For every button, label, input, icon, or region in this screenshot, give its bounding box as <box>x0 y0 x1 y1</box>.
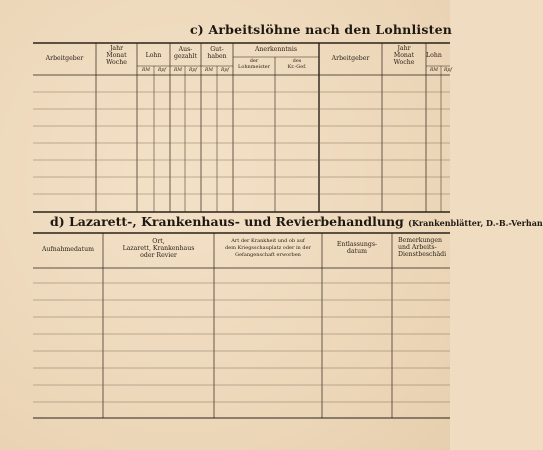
col-ausgezahlt: Aus- gezahlt <box>173 46 198 61</box>
section-c-title: c) Arbeitslöhne nach den Lohnlisten <box>190 22 453 37</box>
col-bemerkungen: Bemerkungen und Arbeits- Dienstbeschädi <box>398 237 447 259</box>
col-krankheit: Art der Krankheit und ob auf dem Kriegsschauplatz oder in der Gefangenschaft erworben <box>225 238 311 258</box>
unit-rm: RM <box>142 68 150 73</box>
col-guthaben: Gut- haben <box>207 46 227 61</box>
unit-rpf: Rpf <box>444 68 452 73</box>
unit-rm: RM <box>430 68 438 73</box>
col-aufnahmedatum: Aufnahmedatum <box>42 246 94 253</box>
unit-rpf: Rpf <box>221 68 229 73</box>
unit-rpf: Rpf <box>158 68 166 73</box>
col-arbeitgeber: Arbeitgeber <box>45 55 84 62</box>
unit-rm: RM <box>205 68 213 73</box>
col-anerkenntnis-krgef: des Kr.-Gef. <box>287 58 307 70</box>
col-jahr-monat-woche-2: Jahr Monat Woche <box>393 45 415 67</box>
col-anerkenntnis: Anerkenntnis <box>254 46 298 53</box>
col-lohn: Lohn <box>145 52 162 59</box>
unit-rpf: Rpf <box>189 68 197 73</box>
section-d-title-note: (Krankenblätter, D.-B.-Verhan <box>408 218 543 228</box>
unit-rm: RM <box>174 68 182 73</box>
col-entlassungsdatum: Entlassungs- datum <box>336 241 378 256</box>
section-d-title: d) Lazarett-, Krankenhaus- und Revierbehandlung (Krankenblätter, D.-B.-Verhan <box>50 214 543 229</box>
col-jahr-monat-woche: Jahr Monat Woche <box>106 45 127 67</box>
col-ort: Ort, Lazarett, Krankenhaus oder Revier <box>122 238 195 260</box>
col-arbeitgeber-2: Arbeitgeber <box>331 55 370 62</box>
col-lohn-2: Lohn <box>426 52 442 59</box>
col-anerkenntnis-lohnmeister: der Lohnmeister <box>238 58 270 70</box>
